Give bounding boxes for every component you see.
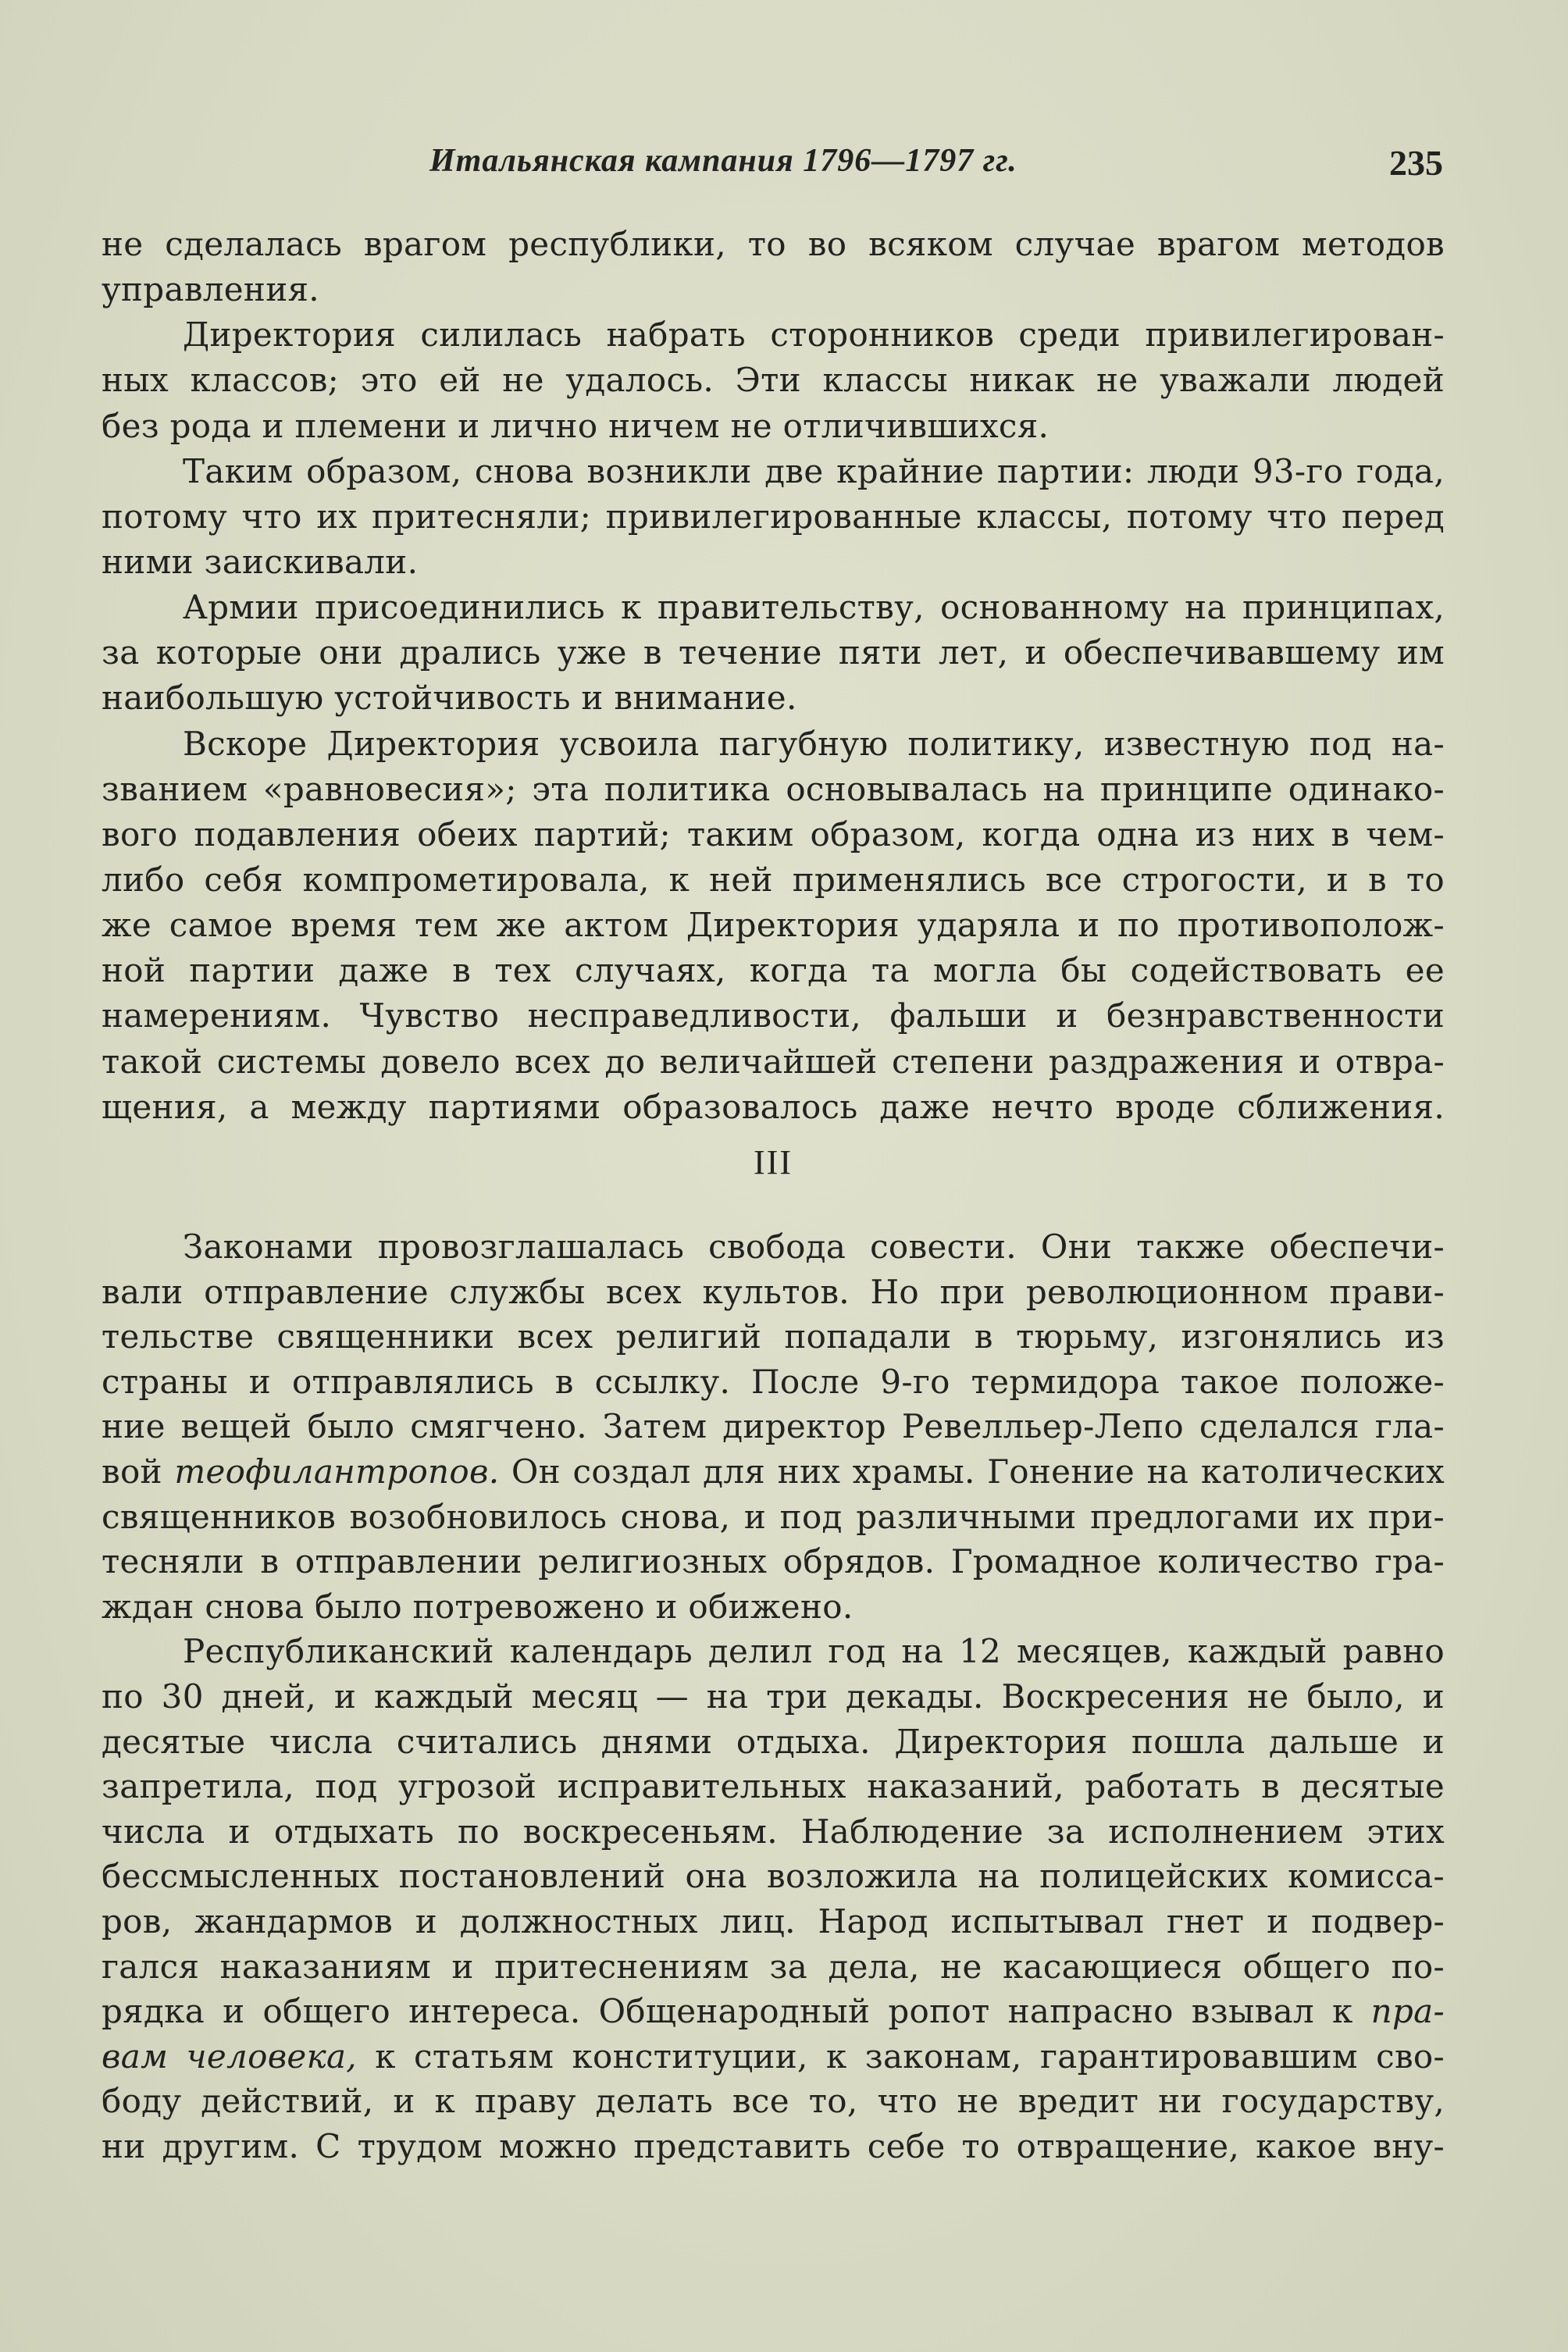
text-line: либо себя компрометировала, к ней применялись все строгости, и в то <box>102 860 1445 899</box>
text-line: за которые они дрались уже в течение пяти лет, и обеспечивавшему им <box>102 633 1445 672</box>
italic-text: пра- <box>1370 1992 1445 2031</box>
text-line: гался наказаниям и притеснениям за дела, не касающиеся общего по- <box>102 1947 1445 1986</box>
text-line: Армии присоединились к правительству, основанному на принципах, <box>183 588 1445 627</box>
text-line: бессмысленных постановлений она возложила на полицейских комисса- <box>102 1857 1445 1896</box>
text-line: без рода и племени и лично ничем не отличившихся. <box>102 406 1049 445</box>
text-line: такой системы довело всех до величайшей степени раздражения и отвра- <box>102 1042 1445 1081</box>
text-line: боду действий, и к праву делать все то, что не вредит ни государству, <box>102 2082 1445 2121</box>
page-header <box>102 142 1443 189</box>
text-line: числа и отдыхать по воскресеньям. Наблюдение за исполнением этих <box>102 1812 1445 1851</box>
text-line: намерениям. Чувство несправедливости, фальши и безнравственности <box>102 996 1445 1035</box>
italic-text: вам человека, <box>102 2037 357 2076</box>
text-line: Директория силилась набрать сторонников среди привилегирован- <box>183 315 1445 355</box>
text-line: страны и отправлялись в ссылку. После 9-го термидора такое положе- <box>102 1362 1445 1401</box>
text-line: Таким образом, снова возникли две крайние партии: люди 93-го года, <box>183 451 1445 490</box>
body-text-part-1 <box>102 222 1445 1130</box>
text-line: священников возобновилось снова, и под различными предлогами их при- <box>102 1497 1445 1536</box>
text-line: не сделалась врагом республики, то во всяком случае врагом методов <box>102 225 1445 263</box>
text-line: Вскоре Директория усвоила пагубную политику, известную под на- <box>183 724 1445 763</box>
text-line: ние вещей было смягчено. Затем директор Ревелльер-Лепо сделался гла- <box>102 1407 1445 1446</box>
text-line: наибольшую устойчивость и внимание. <box>102 679 797 718</box>
text-line: Республиканский календарь делил год на 12 месяцев, каждый равно <box>183 1632 1445 1671</box>
text-line: ных классов; это ей не удалось. Эти классы никак не уважали людей <box>102 361 1445 400</box>
text-line: потому что их притесняли; привилегированные классы, потому что перед <box>102 497 1445 536</box>
text-line: десятые числа считались днями отдыха. Директория пошла дальше и <box>102 1722 1445 1761</box>
text-line: вого подавления обеих партий; таким образом, когда одна из них в чем- <box>102 814 1445 853</box>
text-line: тельстве священники всех религий попадали в тюрьму, изгонялись из <box>102 1317 1445 1356</box>
text-run: к статьям конституции, к законам, гарантировавшим сво- <box>356 2037 1445 2076</box>
text-line: званием «равновесия»; эта политика основывалась на принципе одинако- <box>102 769 1445 808</box>
text-line: щения, а между партиями образовалось даже нечто вроде сближения. <box>102 1087 1445 1126</box>
text-line: ними заискивали. <box>102 542 419 581</box>
text-line <box>102 1989 1445 2034</box>
running-title: Итальянская кампания 1796—1797 гг. <box>429 143 1017 179</box>
text-run: вой <box>102 1452 175 1491</box>
text-line: ной партии даже в тех случаях, когда та могла бы содействовать ее <box>102 951 1445 990</box>
section-heading: III <box>754 1143 793 1181</box>
text-line <box>102 2034 1445 2079</box>
text-line: ров, жандармов и должностных лиц. Народ испытывал гнет и подвер- <box>102 1901 1445 1940</box>
text-line: запретила, под угрозой исправительных наказаний, работать в десятые <box>102 1767 1445 1806</box>
text-line: ни другим. С трудом можно представить себе то отвращение, какое вну- <box>102 2126 1445 2165</box>
text-line: тесняли в отправлении религиозных обрядов. Громадное количество гра- <box>102 1542 1445 1581</box>
text-line <box>102 1449 1445 1495</box>
text-line: вали отправление службы всех культов. Но при революционном прави- <box>102 1272 1445 1311</box>
text-line: же самое время тем же актом Директория ударяла и по противополож- <box>102 906 1445 945</box>
body-text-part-2 <box>102 1224 1445 2168</box>
text-line: управления. <box>102 270 319 309</box>
text-run: Он создал для них храмы. Гонение на католических <box>499 1452 1445 1491</box>
page-number: 235 <box>1389 143 1443 183</box>
text-line: Законами провозглашалась свобода совести. Они также обеспечи- <box>183 1228 1445 1266</box>
italic-text: теофилантропов. <box>174 1452 500 1491</box>
text-line: по 30 дней, и каждый месяц — на три декады. Воскресения не было, и <box>102 1677 1445 1716</box>
text-line: ждан снова было потревожено и обижено. <box>102 1587 853 1626</box>
text-run: рядка и общего интереса. Общенародный ропот напрасно взывал к <box>102 1992 1371 2031</box>
